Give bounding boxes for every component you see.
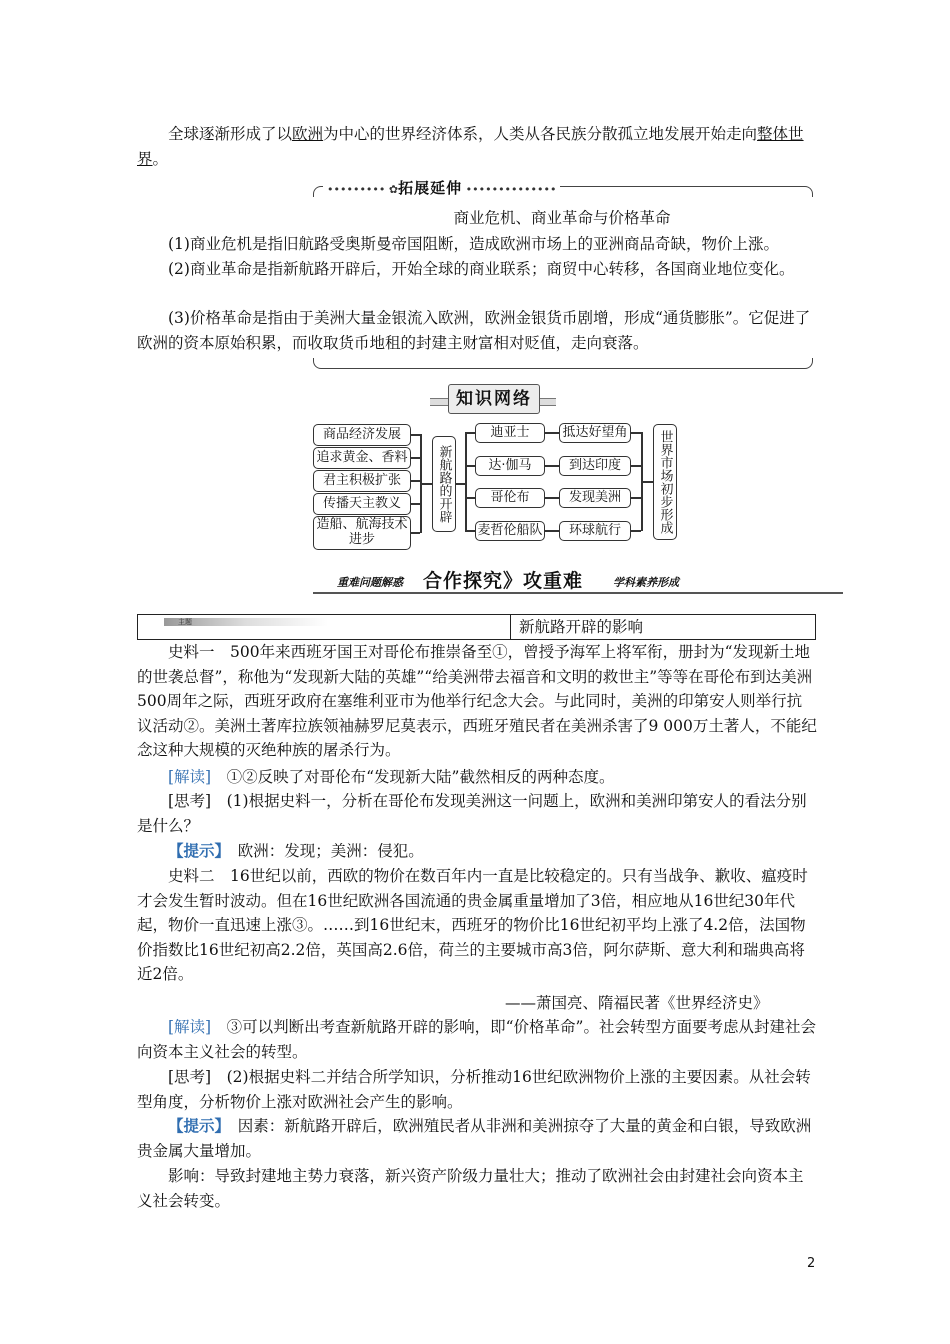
connector [631, 432, 641, 434]
material-1: 史料一 500年来西班牙国王对哥伦布推崇备至①，曾授予海军上将军衔，册封为“发现新土地的世袭总督”，称他为“发现新大陆的英雄”“给美洲带去福音和文明的救世主”等等在哥伦布到达美洲500周年之际，西班牙政府在塞维利亚市为他举行纪念大会。与此同时，美洲的印第安人则举行抗议活动②。美洲土著库拉族领袖赫罗尼莫表示，西班牙殖民者在美洲杀害了9 000万土著人，不能纪念这种大规模的灭绝种族的屠杀行为。 [137, 643, 817, 759]
connector [641, 481, 653, 483]
reading-text: ③可以判断出考查新航路开辟的影响，即“价格革命”。社会转型方面要考虑从封建社会向资本主义社会的转型。 [137, 1018, 816, 1061]
connector [545, 497, 559, 499]
banner-right: 学科素养形成 [613, 576, 679, 589]
cause-box: 君主积极扩张 [313, 470, 411, 492]
intro-end: 。 [152, 149, 169, 168]
material-2: 史料二 16世纪以前，西欧的物价在数百年内一直是比较稳定的。只有当战争、歉收、瘟疫时才会发生暂时波动。但在16世纪欧洲各国流通的贵金属重量增加了3倍，相应地从16世纪30年代起，物价一直迅速上涨③。……到16世纪末，西班牙的物价比16世纪初平均上涨了4.2倍，法国物价指数比16世纪初高2.2倍，英国高2.6倍，荷兰的主要城市高3倍，阿尔萨斯、意大利和瑞典高将近2倍。 [137, 867, 808, 983]
hint-text: 因素：新航路开辟后，欧洲殖民者从非洲和美洲掠夺了大量的黄金和白银，导致欧洲贵金属大量增加。 [137, 1117, 812, 1160]
banner-underline [313, 592, 843, 594]
think-tag: [思考] [168, 1068, 212, 1086]
connector [545, 530, 559, 532]
result-box: 世界市场初步形成 [653, 424, 677, 540]
connector [545, 465, 559, 467]
intro-text-2: 为中心的世界经济体系，人类从各民族分散孤立地发展开始走向 [323, 125, 758, 143]
theme-title: 新航路开辟的影响 [519, 618, 644, 636]
connector [455, 483, 465, 485]
extension-item-2: (2)商业革命是指新航路开辟后，开始全球的商业联系；商贸中心转移，各国商业地位变化。 [168, 260, 795, 278]
think-text: (2)根据史料二并结合所学知识，分析推动16世纪欧洲物价上涨的主要因素。从社会转型角度，分析物价上涨对欧洲社会产生的影响。 [137, 1068, 811, 1111]
reading-tag: [解读] [168, 768, 212, 786]
cooperation-banner [313, 566, 843, 594]
cause-box: 造船、航海技术进步 [313, 516, 411, 550]
connector [465, 432, 467, 531]
think-1 [137, 789, 817, 838]
connector [631, 497, 641, 499]
extension-title: 商业危机、商业革命与价格革命 [453, 209, 671, 227]
banner-title: 合作探究》攻重难 [423, 570, 584, 592]
banner-left: 重难问题解惑 [337, 576, 403, 589]
connector [410, 434, 420, 436]
center-box: 新航路的开辟 [432, 436, 456, 532]
connector [420, 483, 432, 485]
achievement-box: 到达印度 [559, 456, 631, 476]
connector [631, 465, 641, 467]
dots-decoration: ••••••••• ✿ [327, 183, 399, 196]
cause-box: 商品经济发展 [313, 424, 411, 446]
think-text: (1)根据史料一，分析在哥伦布发现美洲这一问题上，欧洲和美洲印第安人的看法分别是什么？ [137, 792, 807, 835]
knowledge-network-title: 知识网络 [448, 384, 540, 414]
europe-term: 欧洲 [292, 125, 324, 143]
connector [631, 530, 641, 532]
hint-1 [137, 839, 817, 864]
theme-tag: 主题 [164, 618, 328, 626]
reading-1 [137, 765, 817, 790]
hint-2 [137, 1114, 817, 1163]
achievement-box: 环球航行 [559, 521, 631, 541]
connector [465, 432, 475, 434]
dots-decoration-right: •••••••••••••• [462, 183, 557, 196]
connector [465, 530, 475, 532]
source-citation: ——萧国亮、隋福民著《世界经济史》 [505, 994, 769, 1012]
hint-tag: 【提示】 [168, 841, 223, 860]
connector [410, 503, 420, 505]
connector [410, 480, 420, 482]
theme-label-cell [138, 615, 511, 639]
whole-world-term: 整体世界 [137, 125, 804, 168]
navigator-box: 麦哲伦船队 [475, 521, 545, 541]
reading-tag: [解读] [168, 1018, 212, 1036]
intro-text: 全球逐渐形成了以 [168, 125, 293, 143]
cause-box: 传播天主教义 [313, 493, 411, 515]
connector [545, 432, 559, 434]
navigator-box: 迪亚士 [475, 423, 545, 443]
extension-item-3: (3)价格革命是指由于美洲大量金银流入欧洲，欧洲金银货币剧增，形成“通货膨胀”。它促进了欧洲的资本原始积累，而收取货币地租的封建主财富相对贬值，走向衰落。 [137, 309, 811, 352]
think-tag: [思考] [168, 792, 212, 810]
intro-paragraph [137, 122, 817, 171]
navigator-box: 哥伦布 [475, 488, 545, 508]
navigator-box: 达·伽马 [475, 456, 545, 476]
connector [410, 457, 420, 459]
extension-item-1: (1)商业危机是指旧航路受奥斯曼帝国阻断，造成欧洲市场上的亚洲商品奇缺，物价上涨。 [168, 235, 779, 253]
think-2 [137, 1065, 817, 1114]
hint-text: 欧洲：发现；美洲：侵犯。 [237, 842, 424, 860]
impact-paragraph: 影响：导致封建地主势力衰落，新兴资产阶级力量壮大；推动了欧洲社会由封建社会向资本主义社会转变。 [137, 1167, 804, 1210]
connector [465, 497, 475, 499]
reading-2 [137, 1015, 817, 1064]
achievement-box: 发现美洲 [559, 488, 631, 508]
connector [465, 465, 475, 467]
page-number: 2 [807, 1256, 816, 1271]
connector [410, 532, 420, 534]
extension-label [323, 177, 560, 198]
hint-tag: 【提示】 [168, 1116, 223, 1135]
achievement-box: 抵达好望角 [559, 423, 631, 443]
theme-table [137, 614, 816, 640]
extension-bottom-border [313, 358, 813, 369]
extension-label-text: 拓展延伸 [398, 179, 463, 197]
cause-box: 追求黄金、香料 [313, 447, 411, 469]
knowledge-network-header [430, 384, 556, 414]
reading-text: ①②反映了对哥伦布“发现新大陆”截然相反的两种态度。 [226, 768, 615, 786]
